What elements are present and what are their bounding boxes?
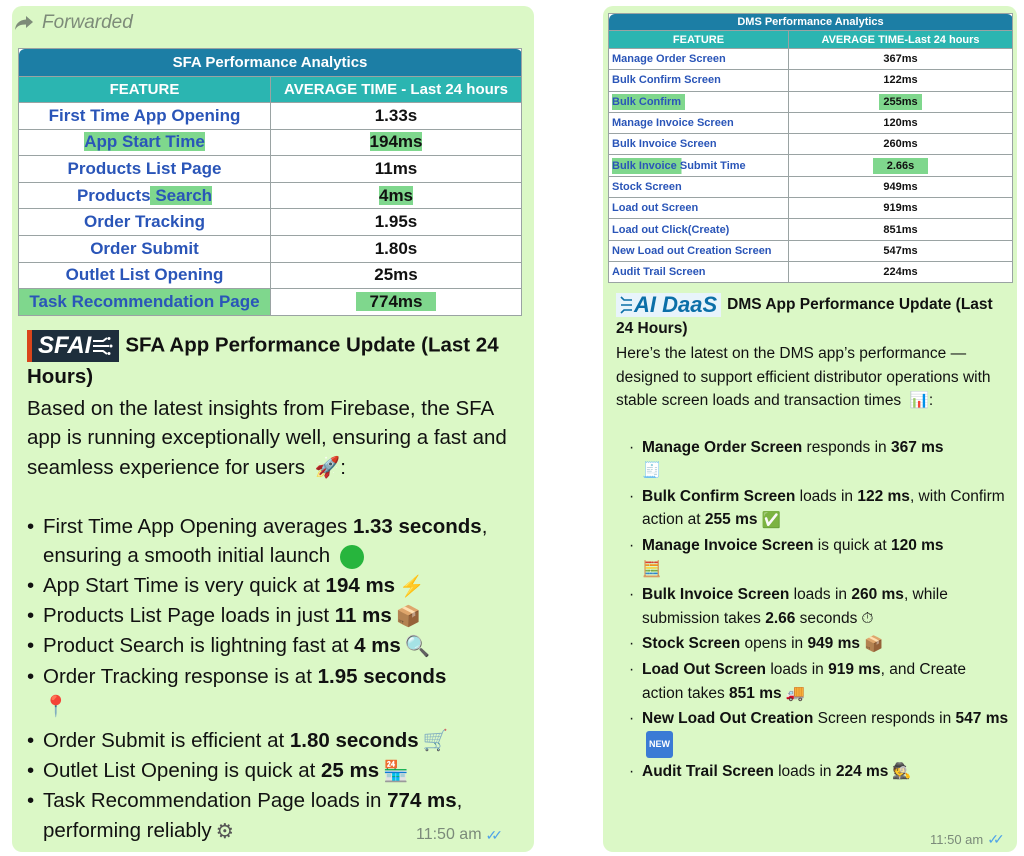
list-item: • First Time App Opening averages 1.33 seconds, ensuring a smooth initial launch <box>27 514 488 568</box>
time-cell: 1.95s <box>271 209 522 236</box>
list-item: · Load Out Screen loads in 919 ms, and Create action takes 851 ms 🚚 <box>616 658 1011 705</box>
feature-cell: Order Submit <box>19 235 271 262</box>
store-icon: 🏪 <box>383 759 409 783</box>
table-row <box>19 235 522 262</box>
table-caption: DMS Performance Analytics <box>609 14 1013 31</box>
dms-intro <box>616 342 1011 413</box>
dms-performance-table <box>608 13 1013 283</box>
list-item: · Stock Screen opens in 949 ms 📦 <box>616 632 1011 656</box>
circuit-icon <box>620 296 634 314</box>
shopping-cart-icon: 🛒 <box>422 729 449 753</box>
list-item: • Task Recommendation Page loads in 774 ms, performing reliably ⚙ <box>27 786 522 846</box>
time-cell: 367ms <box>789 49 1013 70</box>
receipt-icon: 🧾 <box>642 462 662 480</box>
table-row <box>19 129 522 156</box>
time-cell: 224ms <box>789 261 1013 282</box>
time-cell: 260ms <box>789 134 1013 155</box>
highlight: 194ms <box>369 132 423 152</box>
dms-title <box>616 293 1011 340</box>
circuit-icon <box>91 337 113 355</box>
abacus-icon: 🧮 <box>642 560 662 578</box>
highlight: Products Search <box>76 185 213 205</box>
forward-arrow-icon <box>14 15 34 31</box>
stopwatch-icon: ⏱ <box>861 609 874 627</box>
feature-cell: Audit Trail Screen <box>609 261 789 282</box>
time-cell: 547ms <box>789 240 1013 261</box>
magnifier-icon: 🔍 <box>404 635 431 659</box>
detective-icon: 🕵 <box>892 763 912 781</box>
feature-cell: Load out Click(Create) <box>609 219 789 240</box>
sfa-bullet-list <box>27 512 522 846</box>
table-row <box>609 134 1013 155</box>
package-icon: 📦 <box>395 604 422 628</box>
green-circle-icon <box>340 545 364 569</box>
dms-message-timestamp <box>930 831 999 848</box>
header-average-time: AVERAGE TIME-Last 24 hours <box>789 31 1013 49</box>
list-item: • Product Search is lightning fast at 4 ms 🔍 <box>27 631 522 661</box>
dms-message-text <box>616 293 1011 786</box>
sfa-message-timestamp <box>416 826 497 844</box>
list-item: • Order Tracking response is at 1.95 seconds 📍 <box>27 662 522 722</box>
header-average-time: AVERAGE TIME - Last 24 hours <box>271 77 522 103</box>
table-row <box>19 289 522 316</box>
sfa-performance-table <box>18 48 522 316</box>
table-row <box>609 155 1013 176</box>
table-row <box>609 176 1013 197</box>
highlight: Bulk Invoice Submit Time <box>612 159 746 172</box>
highlight: 774ms <box>356 292 437 311</box>
package-icon: 📦 <box>864 635 884 653</box>
bar-chart-icon: 📊 <box>909 392 929 410</box>
feature-cell: New Load out Creation Screen <box>609 240 789 261</box>
table-row <box>609 70 1013 91</box>
ai-daas-logo <box>616 293 721 317</box>
header-feature: FEATURE <box>609 31 789 49</box>
table-row <box>609 240 1013 261</box>
table-row <box>19 156 522 183</box>
time-cell <box>789 155 1013 176</box>
list-item: · Bulk Confirm Screen loads in 122 ms, with Confirm action at 255 ms ✅ <box>616 485 1011 532</box>
intro-suffix: : <box>928 392 934 410</box>
table-row <box>609 261 1013 282</box>
highlight: Bulk Confirm <box>612 94 685 110</box>
table-row <box>19 209 522 236</box>
sfa-intro <box>27 394 522 483</box>
time-cell: 11ms <box>271 156 522 183</box>
feature-cell: Bulk Invoice Screen <box>609 134 789 155</box>
time-text: 11:50 am <box>416 826 482 843</box>
time-cell <box>271 289 522 316</box>
table-row <box>609 49 1013 70</box>
rocket-icon: 🚀 <box>314 456 341 480</box>
time-cell: 25ms <box>271 262 522 289</box>
time-text: 11:50 am <box>930 832 984 847</box>
feature-cell: First Time App Opening <box>19 103 271 130</box>
logo-text: SFAI <box>38 332 92 360</box>
list-item: • App Start Time is very quick at 194 ms ⚡ <box>27 571 522 601</box>
time-cell: 1.80s <box>271 235 522 262</box>
pin-icon: 📍 <box>43 695 69 719</box>
feature-cell: Manage Invoice Screen <box>609 112 789 133</box>
feature-cell: Task Recommendation Page <box>19 289 271 316</box>
sfa-title <box>27 330 522 392</box>
feature-cell: Stock Screen <box>609 176 789 197</box>
table-row <box>19 182 522 209</box>
time-cell: 1.33s <box>271 103 522 130</box>
feature-cell: Outlet List Opening <box>19 262 271 289</box>
time-cell: 851ms <box>789 219 1013 240</box>
list-item: • Order Submit is efficient at 1.80 seconds 🛒 <box>27 726 522 756</box>
time-cell: 120ms <box>789 112 1013 133</box>
gear-icon: ⚙ <box>215 819 235 843</box>
list-item: · Manage Invoice Screen is quick at 120 ms 🧮 <box>616 534 1011 581</box>
read-ticks-icon: ✓✓ <box>485 826 497 843</box>
intro-suffix: : <box>340 455 346 479</box>
forwarded-text: Forwarded <box>42 12 133 33</box>
table-row <box>19 103 522 130</box>
table-caption: SFA Performance Analytics <box>19 49 522 77</box>
feature-cell <box>609 91 789 112</box>
table-row <box>609 219 1013 240</box>
feature-cell <box>609 155 789 176</box>
list-item: · Bulk Invoice Screen loads in 260 ms, while submission takes 2.66 seconds ⏱ <box>616 583 1011 630</box>
highlight: 4ms <box>378 185 414 205</box>
sfai-logo <box>27 330 119 362</box>
feature-cell: Order Tracking <box>19 209 271 236</box>
logo-text: AI DaaS <box>634 292 718 318</box>
check-mark-icon: ✅ <box>761 511 781 529</box>
time-cell: 122ms <box>789 70 1013 91</box>
time-cell: 919ms <box>789 198 1013 219</box>
feature-cell: Products List Page <box>19 156 271 183</box>
time-cell <box>789 91 1013 112</box>
read-ticks-icon: ✓✓ <box>987 831 999 847</box>
forwarded-label <box>14 12 133 34</box>
feature-cell <box>19 182 271 209</box>
title-text: DMS App Performance Update (Last 24 Hours) <box>616 296 993 337</box>
time-cell: 949ms <box>789 176 1013 197</box>
feature-cell: Bulk Confirm Screen <box>609 70 789 91</box>
feature-cell <box>19 129 271 156</box>
table-row <box>609 91 1013 112</box>
list-item: • Products List Page loads in just 11 ms 📦 <box>27 601 522 631</box>
time-cell <box>271 182 522 209</box>
delivery-truck-icon: 🚚 <box>785 684 805 702</box>
new-badge-icon: NEW <box>646 731 673 759</box>
table-row <box>19 262 522 289</box>
table-row <box>609 112 1013 133</box>
highlight: 2.66s <box>873 158 929 174</box>
list-item: • Outlet List Opening is quick at 25 ms 🏪 <box>27 756 522 786</box>
table-row <box>609 198 1013 219</box>
feature-cell: Load out Screen <box>609 198 789 219</box>
dms-bullet-list <box>616 436 1011 784</box>
header-feature: FEATURE <box>19 77 271 103</box>
list-item: · New Load Out Creation Screen responds in 547 msNEW <box>616 707 1011 758</box>
title-text: SFA App Performance Update (Last 24 Hours) <box>27 333 499 388</box>
time-cell <box>271 129 522 156</box>
highlight: App Start Time <box>84 132 205 152</box>
intro-text: Based on the latest insights from Firebase, the SFA app is running exceptionally well, ensuring a fast and seamless experience for users <box>27 396 507 479</box>
list-item: · Audit Trail Screen loads in 224 ms 🕵 <box>616 760 1011 784</box>
list-item: · Manage Order Screen responds in 367 ms 🧾 <box>616 436 1011 483</box>
highlight: 255ms <box>879 94 921 110</box>
intro-text: Here’s the latest on the DMS app’s performance — designed to support efficient distributor operations with stable screen loads and transaction times <box>616 345 991 410</box>
sfa-message-text <box>27 330 522 846</box>
lightning-icon: ⚡ <box>399 574 425 598</box>
feature-cell: Manage Order Screen <box>609 49 789 70</box>
